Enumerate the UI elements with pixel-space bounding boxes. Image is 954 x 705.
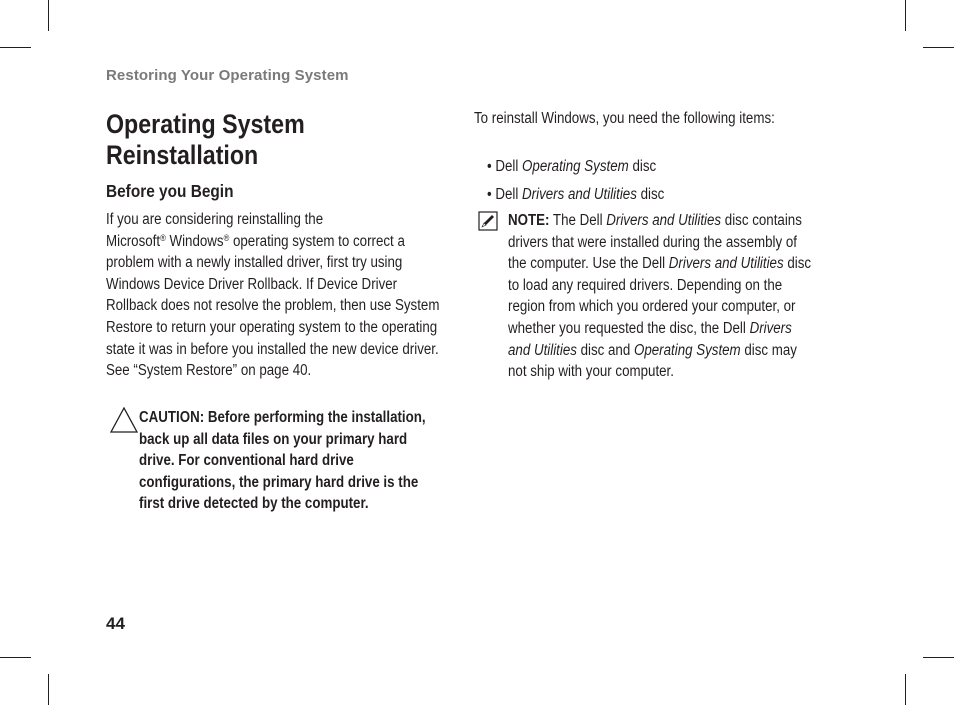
crop-mark xyxy=(48,0,49,31)
running-head: Restoring Your Operating System xyxy=(106,67,349,84)
crop-mark xyxy=(0,657,31,658)
page-title: Operating System Reinstallation xyxy=(106,109,305,170)
items-intro: To reinstall Windows, you need the following items: xyxy=(474,110,775,127)
note-pencil-icon xyxy=(478,211,498,236)
list-item: • Dell Drivers and Utilities disc xyxy=(487,186,665,203)
crop-mark xyxy=(923,657,954,658)
crop-mark xyxy=(48,674,49,705)
crop-mark xyxy=(905,0,906,31)
list-item: • Dell Operating System disc xyxy=(487,158,657,175)
page-number: 44 xyxy=(106,614,125,633)
section-heading: Before you Begin xyxy=(106,181,234,201)
caution-text: CAUTION: Before performing the installation, back up all data files on your primary hard drive. For conventional hard drive configurations, the primary hard drive is the first drive detected by the computer. xyxy=(139,409,426,513)
crop-mark xyxy=(0,47,31,48)
warning-triangle-icon xyxy=(110,407,138,438)
crop-mark xyxy=(923,47,954,48)
note-text: NOTE: The Dell Drivers and Utilities disc contains drivers that were installed during the assembly of the computer. Use the Dell Drivers and Utilities disc to load any required drivers. Depending on the region from which you ordered your computer, or whether you requested the disc, the Dell Drivers and Utilities disc and Operating System disc may not ship with your computer. xyxy=(508,212,812,381)
crop-mark xyxy=(905,674,906,705)
intro-paragraph: If you are considering reinstalling the Microsoft® Windows® operating system to correct a problem with a newly installed driver, first try using Windows Device Driver Rollback. If Device Driver Rollback does not resolve the problem, then use System Restore to return your operating system to the operating state it was in before you installed the new device driver. See “System Restore” on page 40. xyxy=(106,211,440,380)
